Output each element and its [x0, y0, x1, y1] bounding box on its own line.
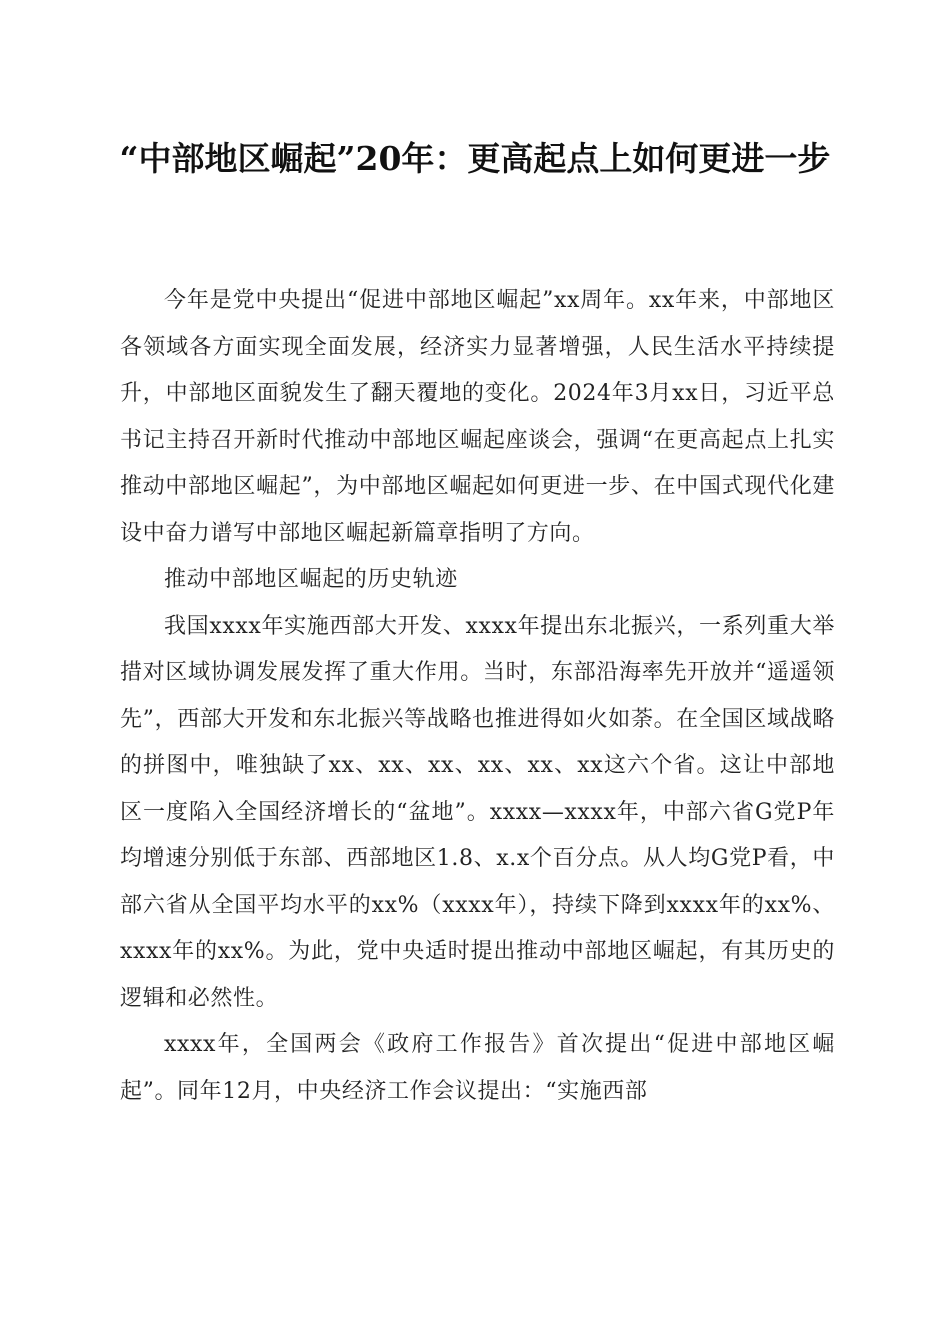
- document-title: “中部地区崛起”20年：更高起点上如何更进一步: [119, 139, 831, 178]
- paragraph-history: 我国xxxx年实施西部大开发、xxxx年提出东北振兴，一系列重大举措对区域协调发展发挥了重大作用。当时，东部沿海率先开放并“遥遥领先”，西部大开发和东北振兴等战略也推进得如火如荼。在全国区域战略的拼图中，唯独缺了xx、xx、xx、xx、xx、xx这六个省。这让中部地区一度陷入全国经济增长的“盆地”。xxxx—xxxx年，中部六省G党P年均增速分别低于东部、西部地区1.8、x.x个百分点。从人均G党P看，中部六省从全国平均水平的xx%（xxxx年），持续下降到xxxx年的xx%、xxxx年的xx%。为此，党中央适时提出推动中部地区崛起，有其历史的逻辑和必然性。: [120, 613, 835, 1011]
- paragraph-report: xxxx年，全国两会《政府工作报告》首次提出“促进中部地区崛起”。同年12月，中央经济工作会议提出：“实施西部: [120, 1032, 835, 1104]
- document-body: [120, 278, 835, 1115]
- paragraph-intro: 今年是党中央提出“促进中部地区崛起”xx周年。xx年来，中部地区各领域各方面实现全面发展，经济实力显著增强，人民生活水平持续提升，中部地区面貌发生了翻天覆地的变化。2024年3月xx日，习近平总书记主持召开新时代推动中部地区崛起座谈会，强调“在更高起点上扎实推动中部地区崛起”，为中部地区崛起如何更进一步、在中国式现代化建设中奋力谱写中部地区崛起新篇章指明了方向。: [120, 288, 835, 546]
- section-heading: 推动中部地区崛起的历史轨迹: [164, 567, 458, 592]
